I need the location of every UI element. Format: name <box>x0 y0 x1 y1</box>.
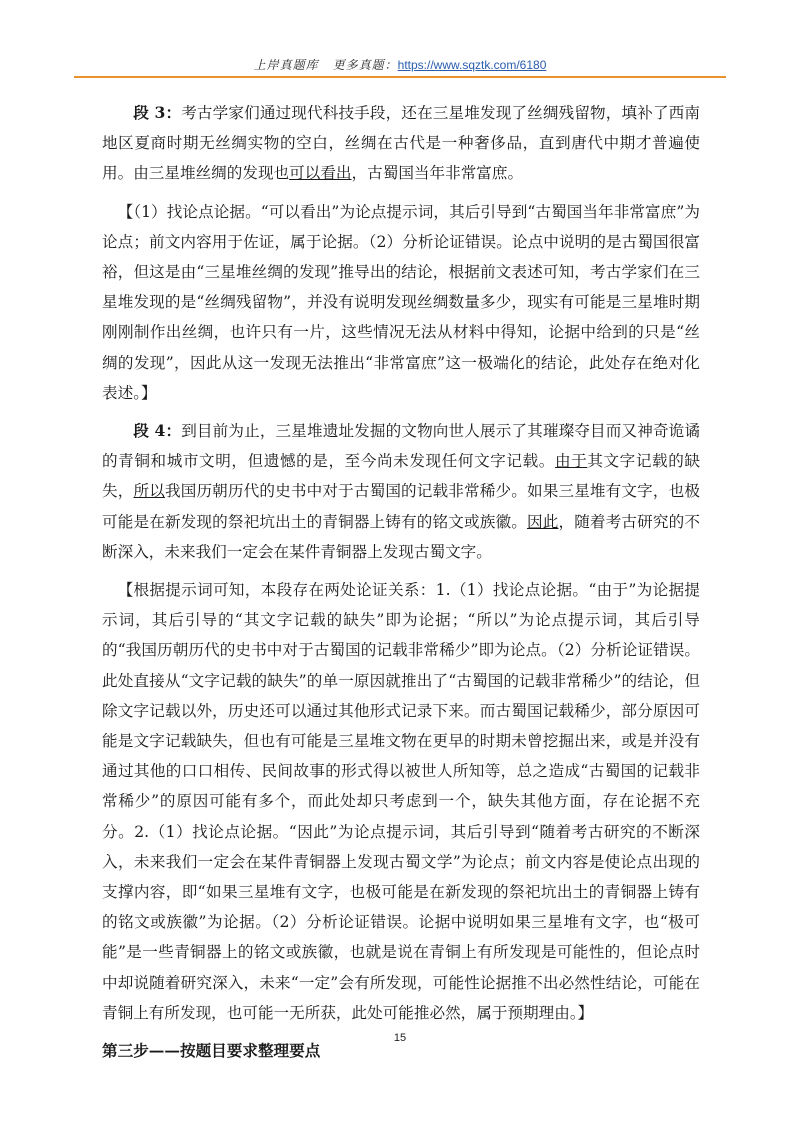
header-url-link[interactable]: https://www.sqztk.com/6180 <box>397 58 547 72</box>
page-header <box>74 50 726 76</box>
hint-word: 因此 <box>526 512 559 531</box>
header-more-label: 更多真题： <box>332 58 398 72</box>
hint-word: 所以 <box>133 482 165 501</box>
page-number: 15 <box>393 1032 407 1044</box>
hint-word: 由于 <box>554 452 588 471</box>
header-divider <box>74 76 726 78</box>
analysis-section-4: 【根据提示词可知，本段存在两处论证关系：1.（1）找论点论据。“由于”为论据提示词，其后引导的“其文字记载的缺失”即为论据；“所以”为论点提示词，其后引导的“我国历朝历代的史书中对于古蜀国的记载非常稀少”即为论点。（2）分析论证错误。此处直接从“文字记载的缺失”的单一原因就推出了“古蜀国的记载非常稀少”的结论，但除文字记载以外，历史还可以通过其他形式记录下来。而古蜀国记载稀少，部分原因可能是文字记载缺失，但也有可能是三星堆文物在更早的时期未曾挖掘出来，或是并没有通过其他的口口相传、民间故事的形式得以被世人所知等，总之造成“古蜀国的记载非常稀少”的原因可能有多个，而此处却只考虑到一个，缺失其他方面，存在论据不充分。2.（1）找论点论据。“因此”为论点提示词，其后引导到“随着考古研究的不断深入，未来我们一定会在某件青铜器上发现古蜀文学”为论点；前文内容是使论点出现的支撑内容，即“如果三星堆有文字，也极可能是在新发现的祭祀坑出土的青铜器上铸有的铭文或族徽”为论据。（2）分析论证错误。论据中说明如果三星堆有文字，也“极可能”是一些青铜器上的铭文或族徽，也就是说在青铜上有所发现是可能性的，但论点时中却说随着研究深入，未来“一定”会有所发现，可能性论据推不出必然性结论，可能在青铜上有所发现，也可能一无所获，此处可能推必然，属于预期理由。】 <box>102 581 700 1022</box>
section-label: 段 3： <box>133 103 182 122</box>
paragraph-section-4: 段 4：到目前为止，三星堆遗址发掘的文物向世人展示了其璀璨夺目而又神奇诡谲的青铜和城市文明，但遗憾的是，至今尚未发现任何文字记载。由于其文字记载的缺失，所以我国历朝历代的史书中对于古蜀国的记载非常稀少。如果三星堆有文字，也极可能是在新发现的祭祀坑出土的青铜器上铸有的铭文或族徽。因此，随着考古研究的不断深入，未来我们一定会在某件青铜器上发现古蜀文字。 <box>102 421 700 561</box>
hint-word: 可以看出 <box>289 164 352 183</box>
section-label: 段 4： <box>133 421 182 441</box>
document-body <box>102 98 700 1074</box>
paragraph-section-3: 段 3：考古学家们通过现代科技手段，还在三星堆发现了丝绸残留物，填补了西南地区夏商时期无丝绸实物的空白，丝绸在古代是一种奢侈品，直到唐代中期才普遍使用。由三星堆丝绸的发现也可以看出，古蜀国当年非常富庶。 <box>102 103 700 183</box>
step-heading: 第三步——按题目要求整理要点 <box>102 1041 321 1061</box>
header-site-name: 上岸真题库 <box>253 58 319 72</box>
analysis-section-3: 【（1）找论点论据。“可以看出”为论点提示词，其后引导到“古蜀国当年非常富庶”为论点；前文内容用于佐证，属于论据。（2）分析论证错误。论点中说明的是古蜀国很富裕，但这是由“三星堆丝绸的发现”推导出的结论，根据前文表述可知，考古学家们在三星堆发现的是“丝绸残留物”，并没有说明发现丝绸数量多少，现实有可能是三星堆时期刚刚制作出丝绸，也许只有一片，这些情况无法从材料中得知，论据中给到的只是“丝绸的发现”，因此从这一发现无法推出“非常富庶”这一极端化的结论，此处存在绝对化表述。】 <box>102 202 700 402</box>
